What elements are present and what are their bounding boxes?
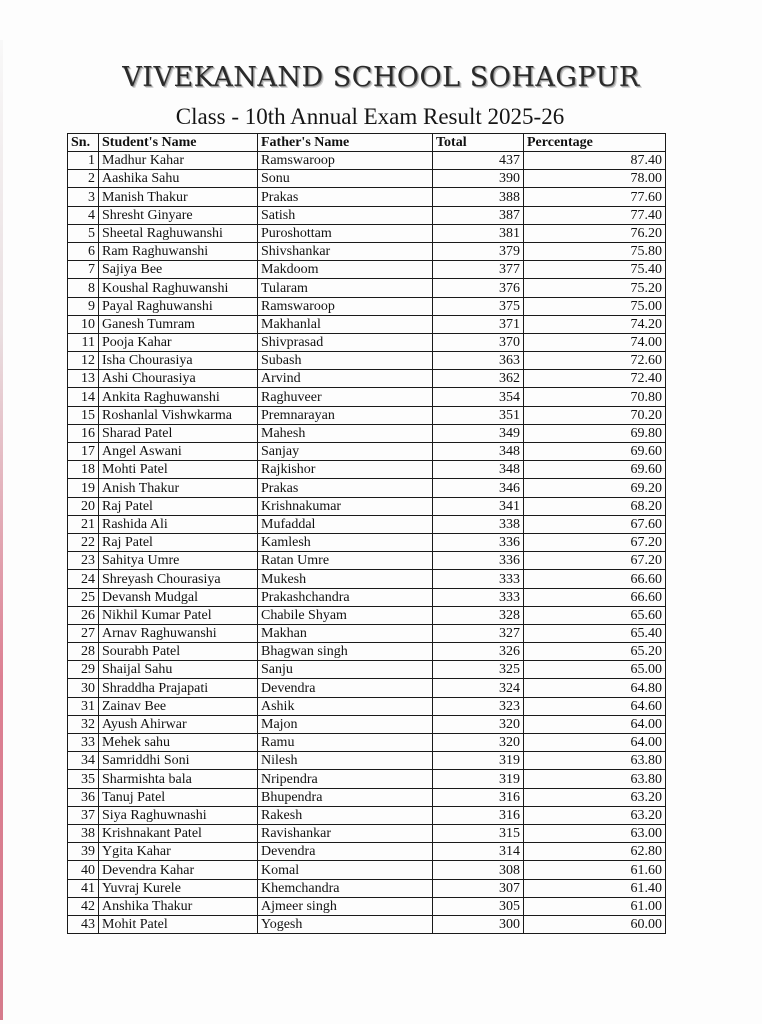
cell-percentage: 64.60 — [524, 697, 666, 715]
cell-father-name: Mahesh — [258, 424, 433, 442]
cell-total: 336 — [433, 533, 524, 551]
cell-student-name: Tanuj Patel — [99, 788, 258, 806]
column-header-father-name: Father's Name — [258, 134, 433, 152]
cell-total: 316 — [433, 788, 524, 806]
cell-total: 348 — [433, 461, 524, 479]
table-row — [68, 333, 666, 351]
cell-student-name: Shraddha Prajapati — [99, 679, 258, 697]
cell-total: 300 — [433, 915, 524, 933]
cell-father-name: Shivshankar — [258, 242, 433, 260]
cell-total: 377 — [433, 261, 524, 279]
cell-sn: 3 — [68, 188, 99, 206]
cell-total: 376 — [433, 279, 524, 297]
table-row — [68, 770, 666, 788]
cell-student-name: Ram Raghuwanshi — [99, 242, 258, 260]
cell-student-name: Raj Patel — [99, 497, 258, 515]
table-row — [68, 352, 666, 370]
cell-father-name: Devendra — [258, 843, 433, 861]
table-row — [68, 570, 666, 588]
cell-father-name: Ajmeer singh — [258, 897, 433, 915]
table-row — [68, 315, 666, 333]
cell-father-name: Ramu — [258, 734, 433, 752]
cell-father-name: Sanju — [258, 661, 433, 679]
cell-father-name: Bhagwan singh — [258, 643, 433, 661]
cell-student-name: Sheetal Raghuwanshi — [99, 224, 258, 242]
cell-sn: 4 — [68, 206, 99, 224]
cell-sn: 11 — [68, 333, 99, 351]
cell-student-name: Devendra Kahar — [99, 861, 258, 879]
cell-total: 349 — [433, 424, 524, 442]
cell-total: 336 — [433, 552, 524, 570]
cell-percentage: 78.00 — [524, 170, 666, 188]
cell-father-name: Puroshottam — [258, 224, 433, 242]
cell-total: 315 — [433, 824, 524, 842]
table-row — [68, 806, 666, 824]
cell-sn: 27 — [68, 624, 99, 642]
cell-percentage: 87.40 — [524, 152, 666, 170]
table-row — [68, 170, 666, 188]
cell-sn: 30 — [68, 679, 99, 697]
cell-total: 316 — [433, 806, 524, 824]
cell-father-name: Khemchandra — [258, 879, 433, 897]
cell-sn: 41 — [68, 879, 99, 897]
table-row — [68, 515, 666, 533]
cell-percentage: 77.40 — [524, 206, 666, 224]
cell-total: 326 — [433, 643, 524, 661]
cell-student-name: Yuvraj Kurele — [99, 879, 258, 897]
cell-percentage: 65.00 — [524, 661, 666, 679]
cell-student-name: Ygita Kahar — [99, 843, 258, 861]
cell-sn: 34 — [68, 752, 99, 770]
cell-student-name: Sahitya Umre — [99, 552, 258, 570]
cell-percentage: 67.60 — [524, 515, 666, 533]
cell-father-name: Mufaddal — [258, 515, 433, 533]
cell-student-name: Shaijal Sahu — [99, 661, 258, 679]
table-row — [68, 261, 666, 279]
cell-sn: 9 — [68, 297, 99, 315]
cell-total: 381 — [433, 224, 524, 242]
cell-sn: 17 — [68, 443, 99, 461]
cell-total: 354 — [433, 388, 524, 406]
cell-percentage: 61.40 — [524, 879, 666, 897]
column-header-total: Total — [433, 134, 524, 152]
cell-student-name: Rashida Ali — [99, 515, 258, 533]
cell-father-name: Rajkishor — [258, 461, 433, 479]
table-row — [68, 843, 666, 861]
cell-sn: 43 — [68, 915, 99, 933]
cell-father-name: Prakas — [258, 188, 433, 206]
cell-total: 319 — [433, 770, 524, 788]
cell-sn: 1 — [68, 152, 99, 170]
cell-total: 348 — [433, 443, 524, 461]
cell-student-name: Anshika Thakur — [99, 897, 258, 915]
cell-percentage: 75.00 — [524, 297, 666, 315]
cell-father-name: Majon — [258, 715, 433, 733]
cell-sn: 26 — [68, 606, 99, 624]
cell-total: 320 — [433, 715, 524, 733]
cell-percentage: 74.20 — [524, 315, 666, 333]
table-row — [68, 443, 666, 461]
cell-father-name: Yogesh — [258, 915, 433, 933]
cell-father-name: Raghuveer — [258, 388, 433, 406]
cell-father-name: Makdoom — [258, 261, 433, 279]
cell-sn: 12 — [68, 352, 99, 370]
cell-father-name: Prakas — [258, 479, 433, 497]
table-row — [68, 661, 666, 679]
cell-percentage: 63.20 — [524, 806, 666, 824]
cell-student-name: Sharad Patel — [99, 424, 258, 442]
column-header-student-name: Student's Name — [99, 134, 258, 152]
table-row — [68, 406, 666, 424]
cell-total: 328 — [433, 606, 524, 624]
cell-total: 338 — [433, 515, 524, 533]
page-edge-mark — [0, 40, 3, 1020]
cell-father-name: Arvind — [258, 370, 433, 388]
cell-student-name: Ankita Raghuwanshi — [99, 388, 258, 406]
cell-percentage: 62.80 — [524, 843, 666, 861]
cell-student-name: Zainav Bee — [99, 697, 258, 715]
cell-total: 319 — [433, 752, 524, 770]
cell-total: 307 — [433, 879, 524, 897]
cell-percentage: 69.80 — [524, 424, 666, 442]
table-row — [68, 715, 666, 733]
cell-total: 341 — [433, 497, 524, 515]
cell-father-name: Premnarayan — [258, 406, 433, 424]
table-row — [68, 606, 666, 624]
cell-sn: 6 — [68, 242, 99, 260]
cell-father-name: Satish — [258, 206, 433, 224]
cell-sn: 10 — [68, 315, 99, 333]
cell-father-name: Nripendra — [258, 770, 433, 788]
cell-percentage: 64.00 — [524, 715, 666, 733]
cell-student-name: Ashi Chourasiya — [99, 370, 258, 388]
table-row — [68, 152, 666, 170]
cell-percentage: 69.20 — [524, 479, 666, 497]
table-row — [68, 370, 666, 388]
cell-student-name: Mehek sahu — [99, 734, 258, 752]
cell-sn: 37 — [68, 806, 99, 824]
table-row — [68, 679, 666, 697]
cell-father-name: Ramswaroop — [258, 297, 433, 315]
cell-total: 388 — [433, 188, 524, 206]
cell-student-name: Shresht Ginyare — [99, 206, 258, 224]
table-row — [68, 788, 666, 806]
cell-percentage: 76.20 — [524, 224, 666, 242]
cell-student-name: Samriddhi Soni — [99, 752, 258, 770]
cell-sn: 33 — [68, 734, 99, 752]
cell-percentage: 65.20 — [524, 643, 666, 661]
cell-total: 370 — [433, 333, 524, 351]
cell-father-name: Devendra — [258, 679, 433, 697]
cell-total: 324 — [433, 679, 524, 697]
cell-sn: 21 — [68, 515, 99, 533]
cell-percentage: 75.40 — [524, 261, 666, 279]
cell-percentage: 66.60 — [524, 570, 666, 588]
cell-father-name: Bhupendra — [258, 788, 433, 806]
cell-student-name: Sharmishta bala — [99, 770, 258, 788]
table-row — [68, 497, 666, 515]
table-row — [68, 188, 666, 206]
cell-sn: 8 — [68, 279, 99, 297]
cell-sn: 36 — [68, 788, 99, 806]
cell-total: 346 — [433, 479, 524, 497]
table-row — [68, 824, 666, 842]
cell-total: 325 — [433, 661, 524, 679]
cell-student-name: Ganesh Tumram — [99, 315, 258, 333]
school-title: VIVEKANAND SCHOOL SOHAGPUR — [122, 62, 640, 93]
cell-total: 323 — [433, 697, 524, 715]
column-header-sn: Sn. — [68, 134, 99, 152]
cell-total: 363 — [433, 352, 524, 370]
cell-student-name: Manish Thakur — [99, 188, 258, 206]
cell-percentage: 63.20 — [524, 788, 666, 806]
cell-sn: 19 — [68, 479, 99, 497]
cell-percentage: 69.60 — [524, 443, 666, 461]
cell-total: 390 — [433, 170, 524, 188]
cell-total: 387 — [433, 206, 524, 224]
cell-father-name: Nilesh — [258, 752, 433, 770]
cell-sn: 20 — [68, 497, 99, 515]
cell-father-name: Makhanlal — [258, 315, 433, 333]
cell-student-name: Arnav Raghuwanshi — [99, 624, 258, 642]
cell-sn: 29 — [68, 661, 99, 679]
cell-percentage: 74.00 — [524, 333, 666, 351]
table-row — [68, 279, 666, 297]
table-body — [68, 152, 666, 934]
cell-student-name: Raj Patel — [99, 533, 258, 551]
cell-sn: 38 — [68, 824, 99, 842]
cell-percentage: 60.00 — [524, 915, 666, 933]
cell-father-name: Ramswaroop — [258, 152, 433, 170]
cell-student-name: Anish Thakur — [99, 479, 258, 497]
table-row — [68, 879, 666, 897]
cell-father-name: Prakashchandra — [258, 588, 433, 606]
cell-father-name: Rakesh — [258, 806, 433, 824]
cell-total: 305 — [433, 897, 524, 915]
cell-total: 379 — [433, 242, 524, 260]
cell-total: 308 — [433, 861, 524, 879]
table-row — [68, 533, 666, 551]
cell-sn: 25 — [68, 588, 99, 606]
cell-percentage: 75.20 — [524, 279, 666, 297]
cell-father-name: Ravishankar — [258, 824, 433, 842]
cell-sn: 15 — [68, 406, 99, 424]
cell-student-name: Ayush Ahirwar — [99, 715, 258, 733]
cell-percentage: 63.80 — [524, 770, 666, 788]
cell-total: 320 — [433, 734, 524, 752]
cell-father-name: Subash — [258, 352, 433, 370]
cell-father-name: Sanjay — [258, 443, 433, 461]
cell-student-name: Aashika Sahu — [99, 170, 258, 188]
table-row — [68, 915, 666, 933]
cell-student-name: Angel Aswani — [99, 443, 258, 461]
cell-father-name: Ratan Umre — [258, 552, 433, 570]
cell-sn: 22 — [68, 533, 99, 551]
cell-sn: 39 — [68, 843, 99, 861]
cell-sn: 5 — [68, 224, 99, 242]
cell-percentage: 64.80 — [524, 679, 666, 697]
result-table — [67, 133, 666, 934]
cell-total: 375 — [433, 297, 524, 315]
table-row — [68, 643, 666, 661]
cell-percentage: 77.60 — [524, 188, 666, 206]
cell-percentage: 75.80 — [524, 242, 666, 260]
cell-father-name: Kamlesh — [258, 533, 433, 551]
cell-father-name: Sonu — [258, 170, 433, 188]
cell-percentage: 61.00 — [524, 897, 666, 915]
cell-sn: 23 — [68, 552, 99, 570]
table-header-row — [68, 134, 666, 152]
table-row — [68, 624, 666, 642]
cell-student-name: Mohit Patel — [99, 915, 258, 933]
cell-student-name: Madhur Kahar — [99, 152, 258, 170]
cell-total: 333 — [433, 570, 524, 588]
table-row — [68, 897, 666, 915]
table-row — [68, 206, 666, 224]
table-row — [68, 588, 666, 606]
cell-percentage: 72.40 — [524, 370, 666, 388]
cell-percentage: 66.60 — [524, 588, 666, 606]
cell-father-name: Chabile Shyam — [258, 606, 433, 624]
cell-total: 333 — [433, 588, 524, 606]
table-row — [68, 224, 666, 242]
table-row — [68, 734, 666, 752]
cell-student-name: Sajiya Bee — [99, 261, 258, 279]
cell-sn: 28 — [68, 643, 99, 661]
cell-sn: 14 — [68, 388, 99, 406]
cell-student-name: Sourabh Patel — [99, 643, 258, 661]
table-row — [68, 461, 666, 479]
cell-father-name: Makhan — [258, 624, 433, 642]
cell-father-name: Ashik — [258, 697, 433, 715]
cell-student-name: Isha Chourasiya — [99, 352, 258, 370]
cell-sn: 13 — [68, 370, 99, 388]
cell-sn: 18 — [68, 461, 99, 479]
table-row — [68, 242, 666, 260]
cell-student-name: Devansh Mudgal — [99, 588, 258, 606]
cell-percentage: 61.60 — [524, 861, 666, 879]
cell-student-name: Pooja Kahar — [99, 333, 258, 351]
cell-sn: 16 — [68, 424, 99, 442]
table-row — [68, 552, 666, 570]
table-row — [68, 697, 666, 715]
cell-percentage: 68.20 — [524, 497, 666, 515]
cell-percentage: 69.60 — [524, 461, 666, 479]
cell-father-name: Tularam — [258, 279, 433, 297]
result-subtitle: Class - 10th Annual Exam Result 2025-26 — [175, 104, 565, 129]
column-header-percentage: Percentage — [524, 134, 666, 152]
cell-percentage: 70.80 — [524, 388, 666, 406]
cell-sn: 2 — [68, 170, 99, 188]
cell-percentage: 72.60 — [524, 352, 666, 370]
cell-father-name: Shivprasad — [258, 333, 433, 351]
cell-total: 371 — [433, 315, 524, 333]
cell-percentage: 63.00 — [524, 824, 666, 842]
cell-total: 362 — [433, 370, 524, 388]
cell-percentage: 65.40 — [524, 624, 666, 642]
cell-percentage: 67.20 — [524, 533, 666, 551]
cell-student-name: Siya Raghuwnashi — [99, 806, 258, 824]
cell-percentage: 63.80 — [524, 752, 666, 770]
cell-sn: 24 — [68, 570, 99, 588]
cell-total: 314 — [433, 843, 524, 861]
cell-student-name: Mohti Patel — [99, 461, 258, 479]
cell-student-name: Payal Raghuwanshi — [99, 297, 258, 315]
cell-student-name: Roshanlal Vishwkarma — [99, 406, 258, 424]
cell-father-name: Komal — [258, 861, 433, 879]
table-row — [68, 752, 666, 770]
table-row — [68, 479, 666, 497]
cell-sn: 32 — [68, 715, 99, 733]
cell-percentage: 64.00 — [524, 734, 666, 752]
cell-student-name: Nikhil Kumar Patel — [99, 606, 258, 624]
cell-father-name: Mukesh — [258, 570, 433, 588]
cell-sn: 31 — [68, 697, 99, 715]
cell-student-name: Shreyash Chourasiya — [99, 570, 258, 588]
cell-sn: 40 — [68, 861, 99, 879]
table-row — [68, 861, 666, 879]
table-row — [68, 297, 666, 315]
cell-student-name: Krishnakant Patel — [99, 824, 258, 842]
cell-sn: 42 — [68, 897, 99, 915]
cell-sn: 7 — [68, 261, 99, 279]
cell-total: 351 — [433, 406, 524, 424]
cell-student-name: Koushal Raghuwanshi — [99, 279, 258, 297]
table-row — [68, 388, 666, 406]
cell-percentage: 67.20 — [524, 552, 666, 570]
cell-percentage: 65.60 — [524, 606, 666, 624]
cell-percentage: 70.20 — [524, 406, 666, 424]
cell-total: 327 — [433, 624, 524, 642]
cell-father-name: Krishnakumar — [258, 497, 433, 515]
cell-sn: 35 — [68, 770, 99, 788]
table-row — [68, 424, 666, 442]
cell-total: 437 — [433, 152, 524, 170]
